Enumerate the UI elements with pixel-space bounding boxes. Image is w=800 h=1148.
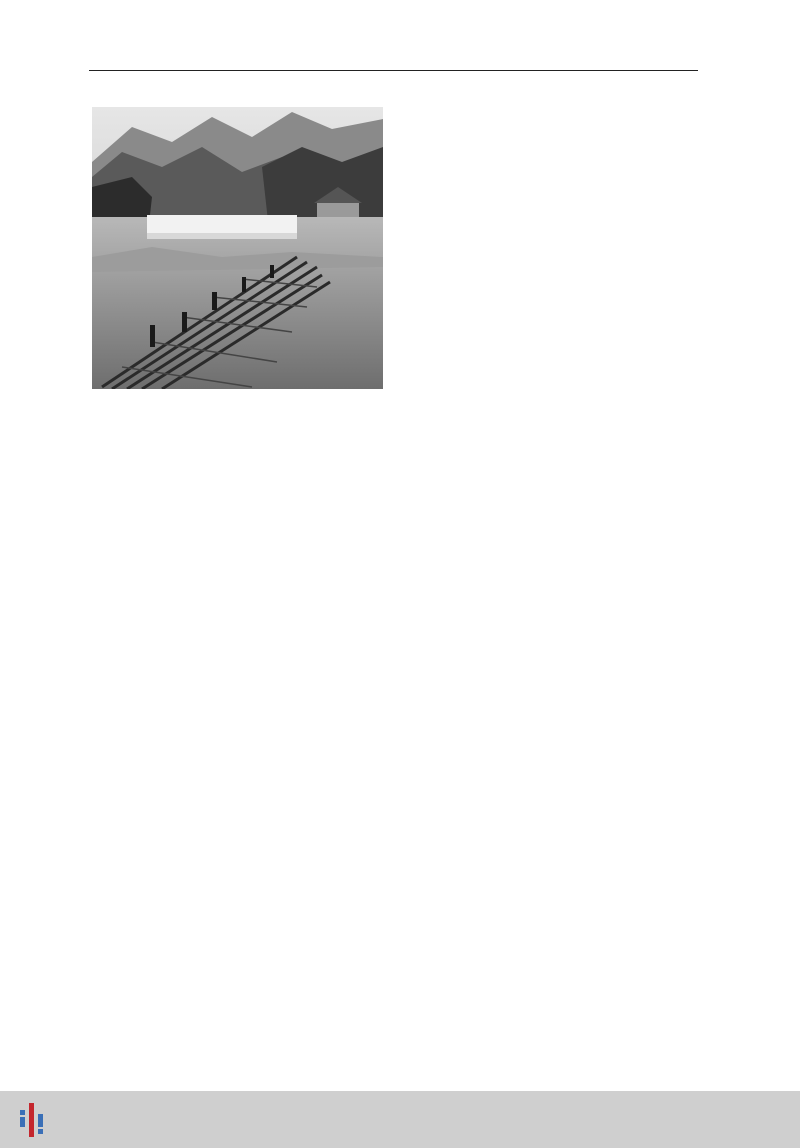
library-logo-icon	[12, 1100, 52, 1140]
header-rule	[89, 70, 698, 71]
historical-photo-raft-at-weir	[92, 107, 383, 389]
footer-bar	[0, 1091, 800, 1148]
